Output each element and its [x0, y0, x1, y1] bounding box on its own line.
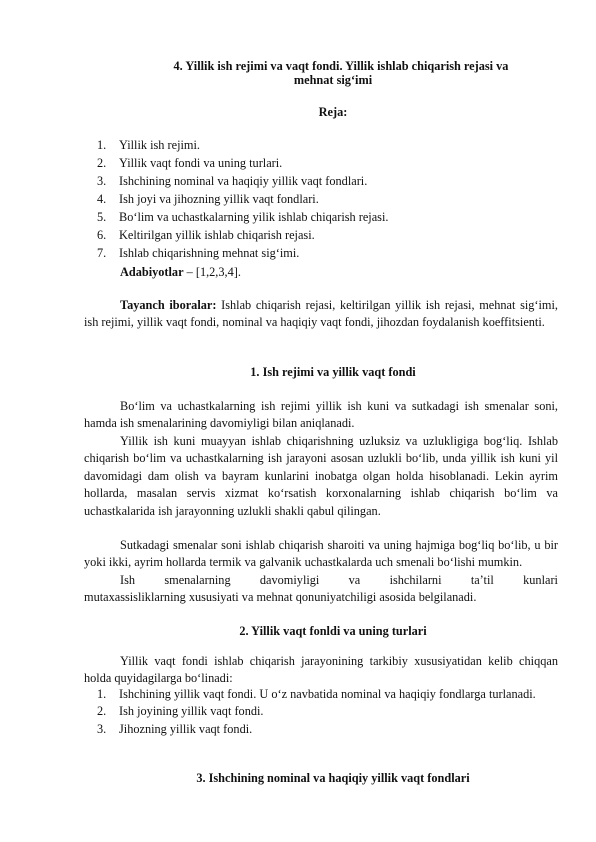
- literature-line: [84, 264, 558, 281]
- keywords-text: Ishlab chiqarish rejasi, keltirilgan yillik ish rejasi, mehnat sig‘imi, ish rejimi, yillik vaqt fondi, nominal va haqiqiy vaqt fondi, jihozdan foydalanish koeffitsienti.: [84, 298, 558, 330]
- section-1-paragraph-3: Sutkadagi smenalar soni ishlab chiqarish sharoiti va uning hajmiga bog‘liq bo‘lib, u bir yoki ikki, ayrim hollarda termik va galvanik uchastkalarda uch smenali bo‘lishi mumkin.: [84, 538, 558, 570]
- literature-label: Adabiyotlar: [120, 265, 184, 279]
- plan-item: 2. Yillik vaqt fondi va uning turlari.: [97, 156, 283, 170]
- section-3-heading: 3. Ishchining nominal va haqiqiy yillik vaqt fondlari: [196, 771, 470, 785]
- section-2-intro: Yillik vaqt fondi ishlab chiqarish jarayonining tarkibiy xususiyatidan kelib chiqqan holda quyidagilarga bo‘linadi:: [84, 654, 558, 686]
- plan-item: 3. Ishchining nominal va haqiqiy yillik vaqt fondlari.: [97, 174, 368, 188]
- section-1-heading: 1. Ish rejimi va yillik vaqt fondi: [250, 365, 416, 379]
- plan-item: 5. Bo‘lim va uchastkalarning yilik ishlab chiqarish rejasi.: [97, 210, 389, 224]
- plan-heading: Reja:: [318, 105, 348, 119]
- list-item: 2. Ish joyining yillik vaqt fondi.: [97, 704, 264, 719]
- section-1-paragraph-2: Yillik ish kuni muayyan ishlab chiqarishning uzluksiz va uzlukligiga bog‘liq. Ishlab chiqarish bo‘lim va uchastkalarning ish jarayoni asosan uzlukli bo‘lib, unda yillik ish kuni yil davomidagi dam olish va bayram kunlarini inobatga olgan holda hisoblanadi. Lekin ayrim hollarda, masalan servis xizmat ko‘rsatish korxonalarning ishlab chiqarish bo‘lim va uchastkalarida ish jarayonning uzlukli shakli qabul qilingan.: [84, 434, 558, 518]
- plan-item: 7. Ishlab chiqarishning mehnat sig‘imi.: [97, 246, 300, 260]
- list-item: 3. Jihozning yillik vaqt fondi.: [97, 721, 253, 736]
- paragraph-4-line-2: mutaxassisliklarning xususiyati va mehnat qonuniyatchiligi asosida belgilanadi.: [84, 590, 477, 605]
- literature-refs: – [1,2,3,4].: [183, 265, 241, 279]
- title-line-2: mehnat sig‘imi: [293, 73, 373, 87]
- plan-item: 1. Yillik ish rejimi.: [97, 138, 200, 152]
- keywords-label: Tayanch iboralar:: [120, 298, 217, 312]
- document-title: [84, 59, 582, 87]
- plan-item: 6. Keltirilgan yillik ishlab chiqarish rejasi.: [97, 228, 315, 242]
- paragraph-4-line-1: Ish smenalarning davomiyligi va ishchilarni ta’til kunlari: [120, 573, 558, 587]
- title-line-1: 4. Yillik ish rejimi va vaqt fondi. Yillik ishlab chiqarish rejasi va: [173, 59, 509, 73]
- keywords-paragraph: [84, 297, 558, 332]
- fund-types-list: [97, 686, 558, 738]
- section-1-paragraph-1: Bo‘lim va uchastkalarning ish rejimi yillik ish kuni va sutkadagi ish smenalar soni, hamda ish smenalarining davomiyligi bilan aniqlanadi.: [84, 399, 558, 431]
- plan-list: [97, 136, 388, 262]
- section-1-paragraph-4: [84, 572, 558, 607]
- plan-item: 4. Ish joyi va jihozning yillik vaqt fondlari.: [97, 192, 319, 206]
- list-item: 1. Ishchining yillik vaqt fondi. U o‘z navbatida nominal va haqiqiy fondlarga turlanadi.: [97, 687, 536, 701]
- section-2-heading: 2. Yillik vaqt fonldi va uning turlari: [239, 624, 427, 638]
